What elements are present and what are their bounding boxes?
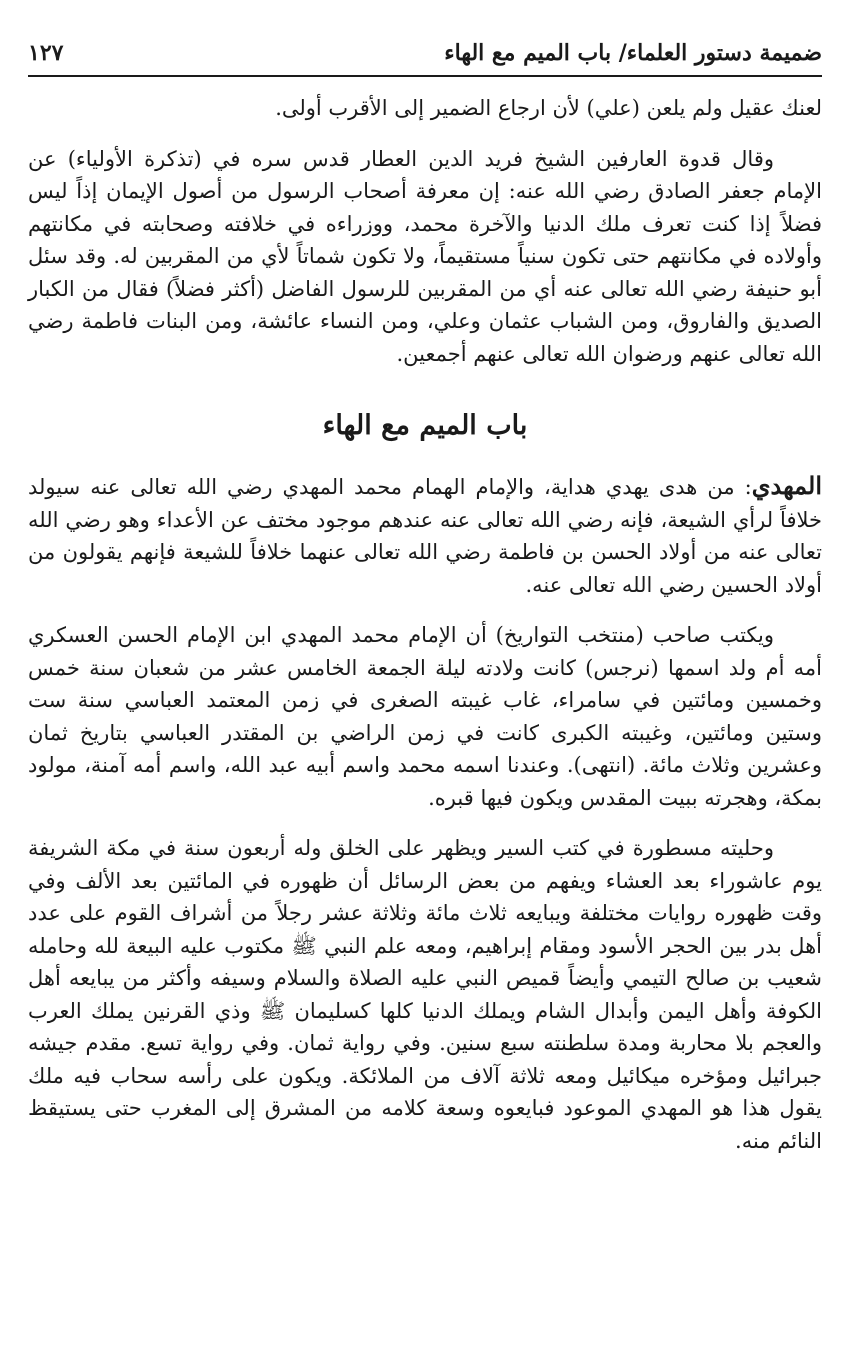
entry-term: المهدي xyxy=(751,471,822,500)
body-text xyxy=(28,92,822,1175)
page-number: ١٢٧ xyxy=(28,40,64,66)
paragraph-2: وقال قدوة العارفين الشيخ فريد الدين العطار قدس سره في (تذكرة الأولياء) عن الإمام جعفر الصادق رضي الله عنه: إن معرفة أصحاب الرسول من أصول الإيمان إذاً ليس فضلاً إذا كنت تعرف ملك الدنيا والآخرة محمد، ووزراءه في خلافته وصحابته في مكانتهم وأولاده في مكانتهم حتى تكون سنياً مستقيماً، ولا تكون شماتاً لأي من المقربين له. وقد سئل أبو حنيفة رضي الله تعالى عنه أي من المقربين للرسول الفاضل (أكثر فضلاً) فقال من الكبار الصديق والفاروق، ومن الشباب عثمان وعلي، ومن النساء عائشة، ومن البنات فاطمة رضي الله تعالى عنهم ورضوان الله تعالى عنهم أجمعين. xyxy=(28,146,822,366)
paragraph-5: وحليته مسطورة في كتب السير ويظهر على الخلق وله أربعون سنة في مكة الشريفة يوم عاشوراء بعد العشاء ويفهم من بعض الرسائل أن ظهوره في المائتين بعد الألف وفي وقت ظهوره روايات مختلفة ويبايعه ثلاث مائة وثلاثة عشر رجلاً من أشراف القوم على عدد أهل بدر بين الحجر الأسود ومقام إبراهيم، ومعه علم النبي ﷺ مكتوب عليه البيعة لله وحامله شعيب بن صالح التيمي وأيضاً قميص النبي عليه الصلاة والسلام وسيفه وأكثر من يبايعه أهل الكوفة وأهل اليمن وأبدال الشام ويملك الدنيا كلها كسليمان ﷺ وذي القرنين يملك العرب والعجم بلا محاربة ومدة سلطنته سبع سنين. وفي رواية ثمان. وفي رواية تسع. مقدم جيشه جبرائيل ومؤخره ميكائيل ومعه ثلاثة آلاف من الملائكة. ويكون على رأسه سحاب فيه ملك يقول هذا هو المهدي الموعود فبايعوه وسعة كلامه من المشرق إلى المغرب حتى يستيقظ النائم منه. xyxy=(28,836,822,1153)
paragraph-4: ويكتب صاحب (منتخب التواريخ) أن الإمام محمد المهدي ابن الإمام الحسن العسكري أمه أم ولد اسمها (نرجس) كانت ولادته ليلة الجمعة الخامس عشر من شعبان سنة خمس وخمسين ومائتين في سامراء، غاب غيبته الصغرى في زمن المعتمد العباسي سنة ست وستين ومائتين، وغيبته الكبرى كانت في زمن الراضي بن المقتدر العباسي بتاريخ ثمان وعشرين وثلاث مائة. (انتهى). وعندنا اسمه محمد واسم أبيه عبد الله، واسم أمه آمنة، مولود بمكة، وهجرته ببيت المقدس ويكون فيها قبره. xyxy=(28,623,822,810)
header-rule xyxy=(28,75,822,77)
running-header xyxy=(28,28,822,68)
running-header-title: ضميمة دستور العلماء/ باب الميم مع الهاء xyxy=(444,40,822,66)
section-heading: باب الميم مع الهاء xyxy=(322,410,528,441)
entry-definition: : من هدى يهدي هداية، والإمام الهمام محمد المهدي رضي الله تعالى عنه سيولد خلافاً لرأي الشيعة، فإنه رضي الله تعالى عنه عندهم موجود مختف عن الأعداء وهو رضي الله تعالى عنه من أولاد الحسن بن فاطمة رضي الله تعالى عنهما خلافاً للشيعة فإنهم يقولون من أولاد الحسين رضي الله تعالى عنه. xyxy=(28,475,822,597)
paragraph-1: لعنك عقيل ولم يلعن (علي) لأن ارجاع الضمير إلى الأقرب أولى. xyxy=(275,96,822,120)
entry-paragraph xyxy=(28,470,822,601)
